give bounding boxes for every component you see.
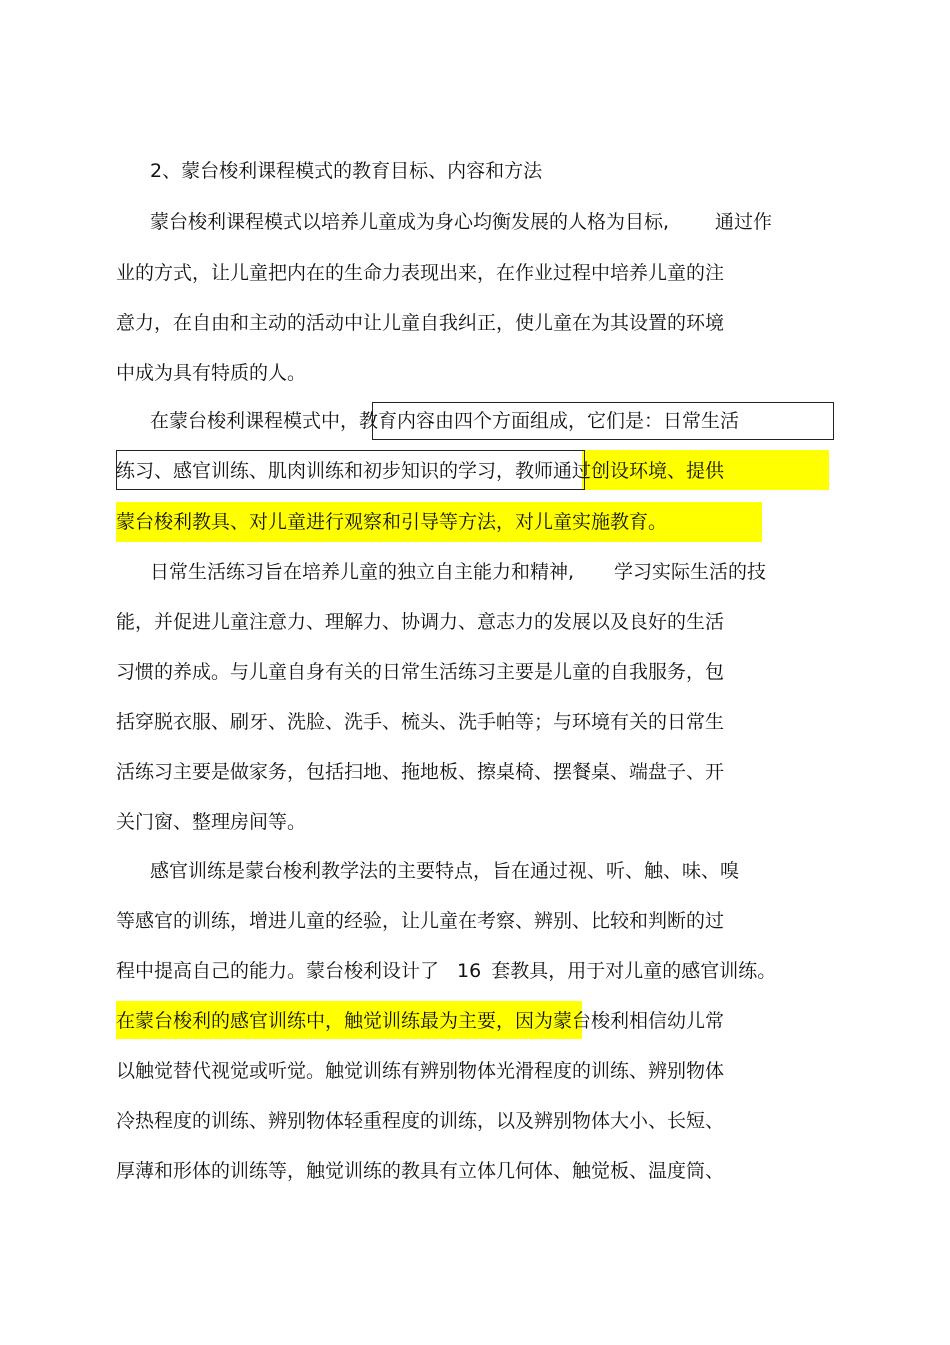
p1-l2: 业的方式，让儿童把内在的生命力表现出来，在作业过程中培养儿童的注: [116, 262, 725, 284]
paragraph-1-line-2: [116, 259, 724, 287]
p4-l4a: 在蒙台梭利的感官训练中，触觉训练最为主要，因: [116, 1010, 535, 1032]
paragraph-2-line-1: [150, 407, 739, 435]
section-heading: [150, 157, 542, 185]
p4-l3-number: 16: [457, 960, 482, 982]
p3-l3: 习惯的养成。与儿童自身有关的日常生活练习主要是儿童的自我服务，包: [116, 661, 725, 683]
p4-l1: 感官训练是蒙台梭利教学法的主要特点，旨在通过视、听、触、味、嗅: [150, 860, 740, 882]
p1-l3: 意力，在自由和主动的活动中让儿童自我纠正，使儿童在为其设置的环境: [116, 312, 725, 334]
paragraph-3-line-2: [116, 608, 724, 636]
paragraph-4-line-6: [116, 1107, 724, 1135]
p3-l5: 活练习主要是做家务，包括扫地、拖地板、擦桌椅、摆餐桌、端盘子、开: [116, 761, 725, 783]
p2-l2b: 通过创设环境、提供: [553, 460, 725, 482]
p3-l6: 关门窗、整理房间等。: [116, 811, 307, 833]
paragraph-3-line-3: [116, 658, 724, 686]
paragraph-2-line-3: [116, 508, 667, 536]
paragraph-3-line-1: [150, 558, 766, 586]
p4-l3b: 套教具，用于对儿童的感官训练。: [491, 960, 777, 982]
p4-l3a: 程中提高自己的能力。蒙台梭利设计了: [116, 960, 440, 982]
p4-l7: 厚薄和形体的训练等，触觉训练的教具有立体几何体、触觉板、温度筒、: [116, 1160, 725, 1182]
p4-l6: 冷热程度的训练、辨别物体轻重程度的训练，以及辨别物体大小、长短、: [116, 1110, 725, 1132]
p3-l1a: 日常生活练习旨在培养儿童的独立自主能力和精神,: [150, 561, 575, 583]
paragraph-3-line-5: [116, 758, 724, 786]
paragraph-1-line-1: [150, 208, 772, 236]
paragraph-4-line-2: [116, 907, 724, 935]
p4-l4b: 为蒙台梭利相信幼儿常: [534, 1010, 725, 1032]
paragraph-4-line-4: [116, 1007, 724, 1035]
p4-l5: 以触觉替代视觉或听觉。触觉训练有辨别物体光滑程度的训练、辨别物体: [116, 1060, 725, 1082]
paragraph-4-line-1: [150, 857, 739, 885]
p2-l1a: 在蒙台梭利课程模式中，: [150, 410, 360, 432]
p2-l2a: 练习、感官训练、肌肉训练和初步知识的学习，教师: [116, 460, 554, 482]
p2-l1b: 教育内容由四个方面组成，它们是：日常生活: [359, 410, 740, 432]
p3-l2: 能，并促进儿童注意力、理解力、协调力、意志力的发展以及良好的生活: [116, 611, 725, 633]
paragraph-3-line-4: [116, 708, 724, 736]
paragraph-4-line-5: [116, 1057, 724, 1085]
p1-l1a: 蒙台梭利课程模式以培养儿童成为身心均衡发展的人格为目标,: [150, 211, 670, 233]
paragraph-1-line-4: [116, 359, 306, 387]
paragraph-4-line-3: [116, 957, 776, 985]
p3-l1b: 学习实际生活的技: [614, 561, 767, 583]
p1-l1b: 通过作: [715, 211, 773, 233]
paragraph-2-line-2: [116, 457, 724, 485]
paragraph-3-line-6: [116, 808, 306, 836]
paragraph-4-line-7: [116, 1157, 724, 1185]
paragraph-1-line-3: [116, 309, 724, 337]
p2-l3: 蒙台梭利教具、对儿童进行观察和引导等方法，对儿童实施教育。: [116, 511, 668, 533]
heading-text: 2、蒙台梭利课程模式的教育目标、内容和方法: [150, 160, 543, 182]
p3-l4: 括穿脱衣服、刷牙、洗脸、洗手、梳头、洗手帕等；与环境有关的日常生: [116, 711, 725, 733]
p4-l2: 等感官的训练，增进儿童的经验，让儿童在考察、辨别、比较和判断的过: [116, 910, 725, 932]
p1-l4: 中成为具有特质的人。: [116, 362, 307, 384]
